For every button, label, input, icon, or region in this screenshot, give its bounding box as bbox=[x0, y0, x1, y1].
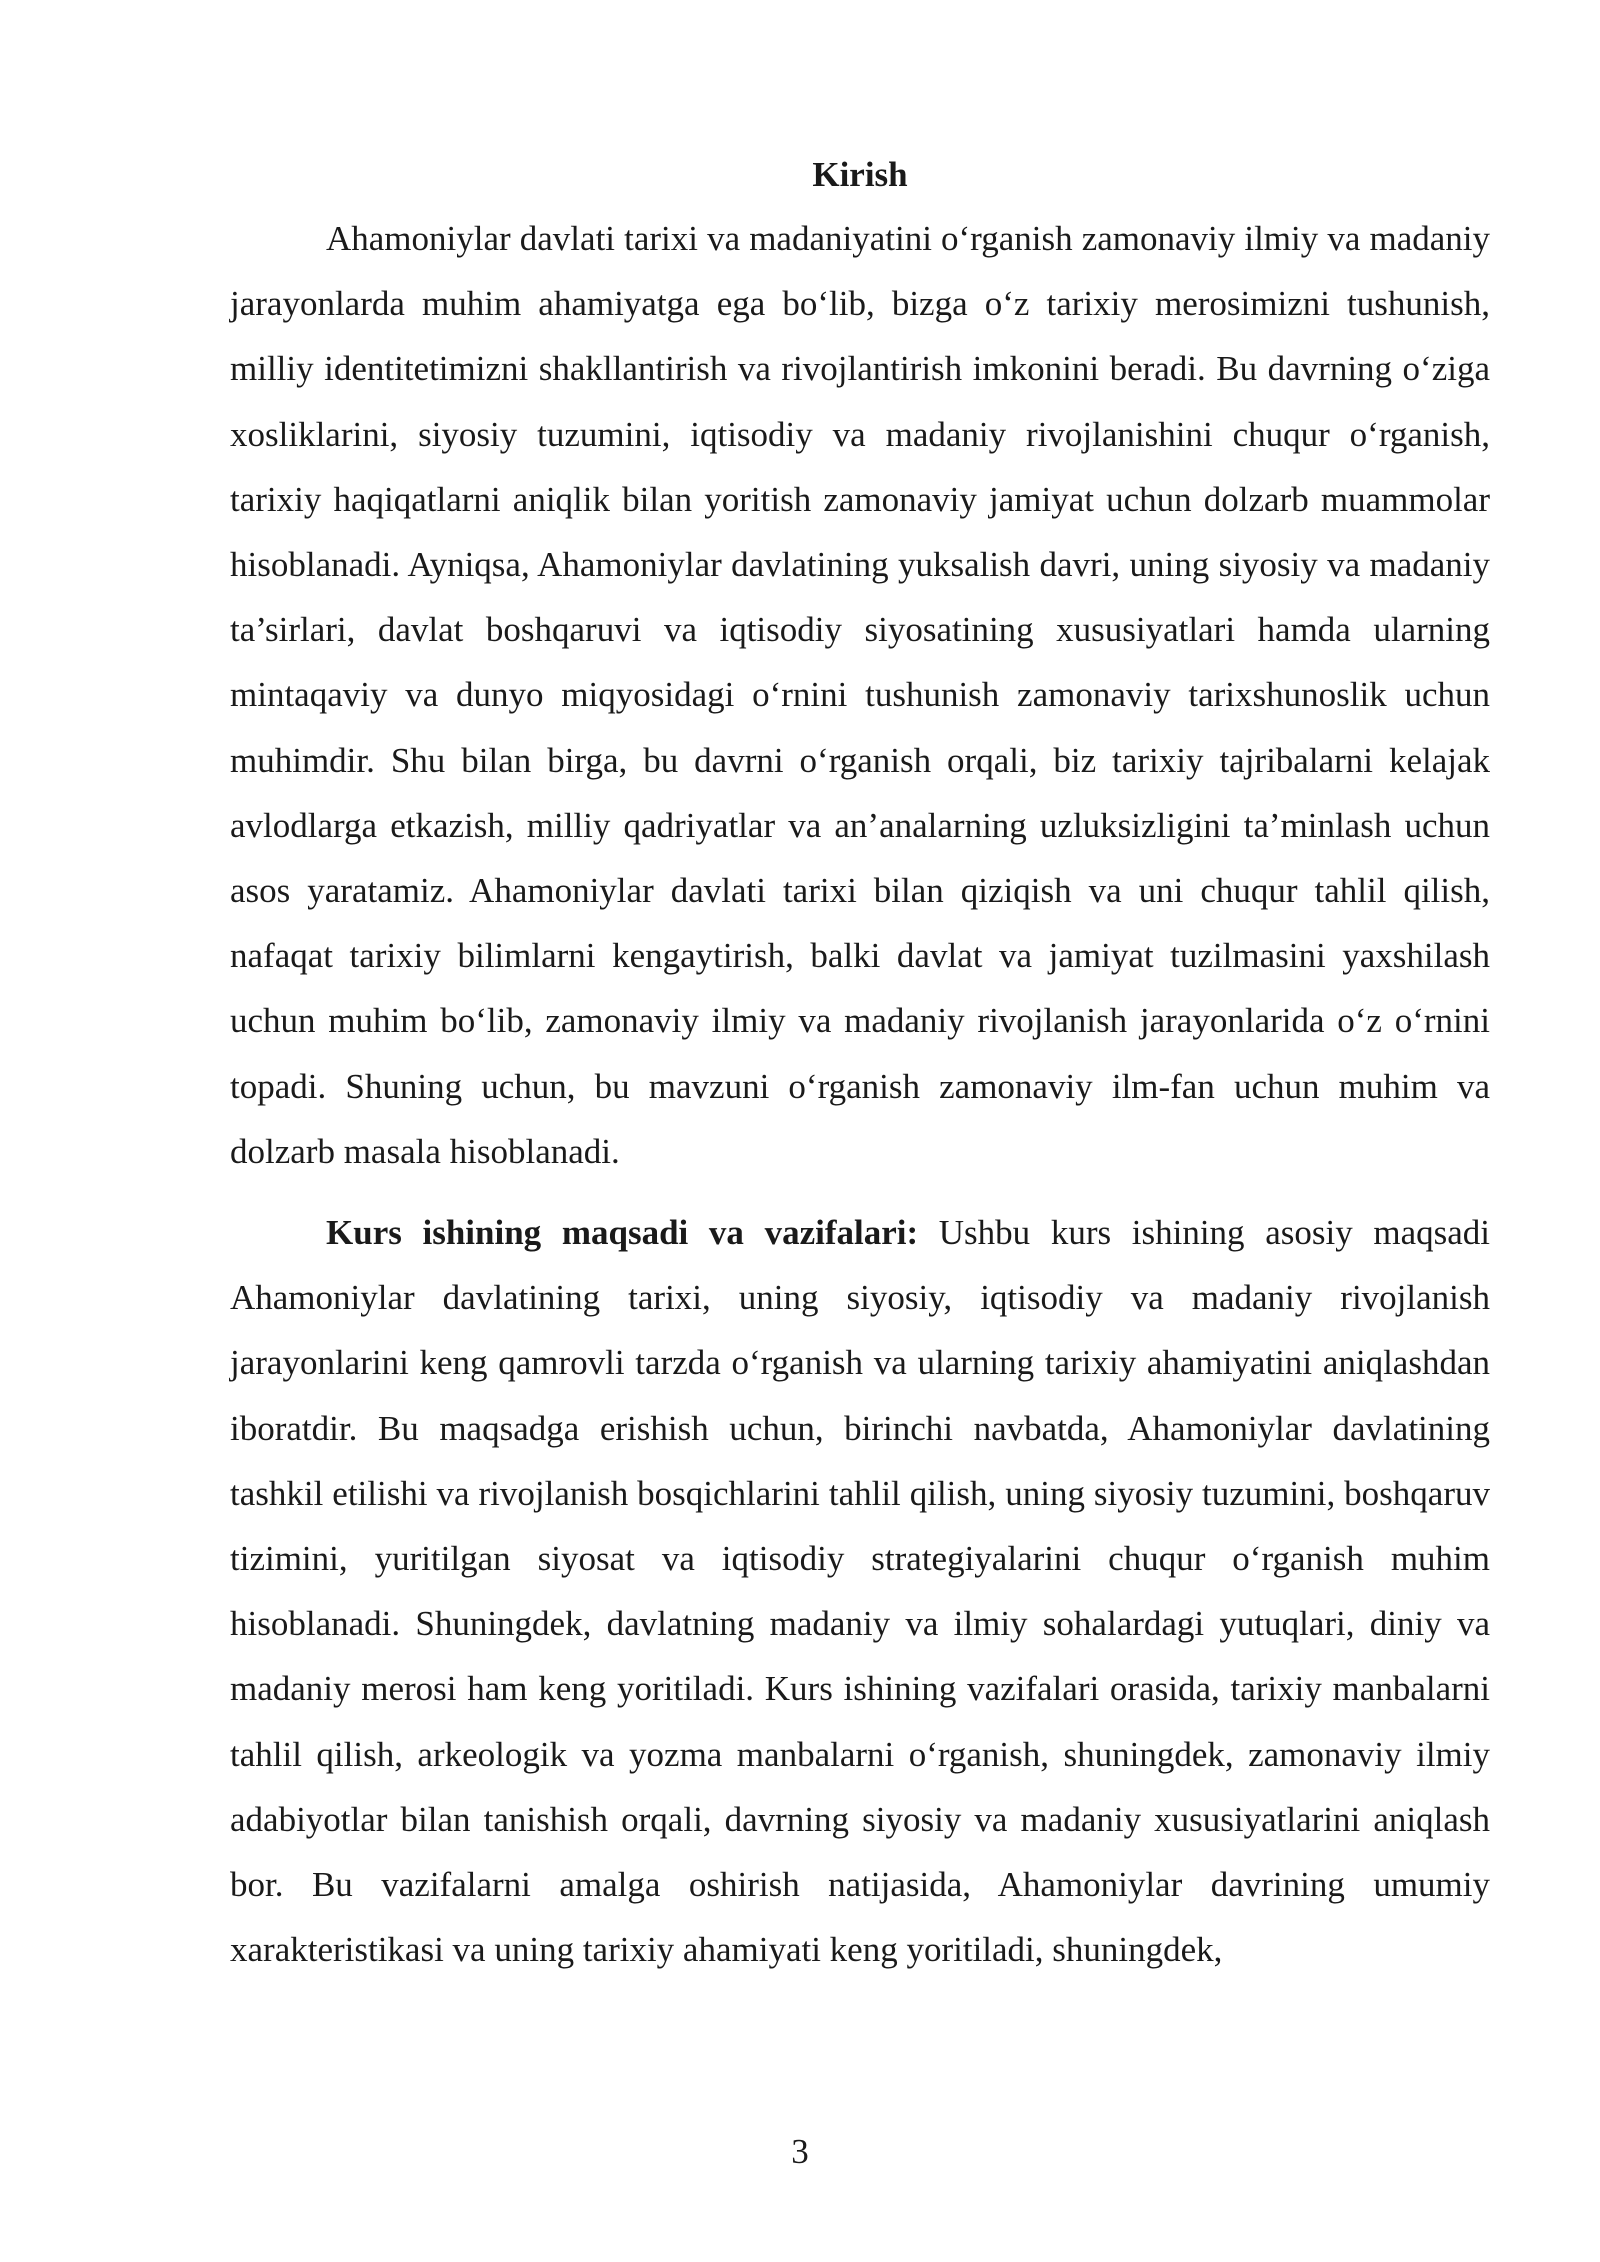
goals-paragraph bbox=[230, 1200, 1490, 1982]
section-title: Kirish bbox=[812, 155, 908, 194]
goals-heading-inline: Kurs ishining maqsadi va vazifalari: bbox=[326, 1213, 919, 1253]
intro-paragraph: Ahamoniylar davlati tarixi va madaniyatini o‘rganish zamonaviy ilmiy va madaniy jarayonlarda muhim ahamiyatga ega bo‘lib, bizga o‘z tarixiy merosimizni tushunish, milliy identitetimizni shakllantirish va rivojlantirish imkonini beradi. Bu davrning o‘ziga xosliklarini, siyosiy tuzumini, iqtisodiy va madaniy rivojlanishini chuqur o‘rganish, tarixiy haqiqatlarni aniqlik bilan yoritish zamonaviy jamiyat uchun dolzarb muammolar hisoblanadi. Ayniqsa, Ahamoniylar davlatining yuksalish davri, uning siyosiy va madaniy ta’sirlari, davlat boshqaruvi va iqtisodiy siyosatining xususiyatlari hamda ularning mintaqaviy va dunyo miqyosidagi o‘rnini tushunish zamonaviy tarixshunoslik uchun muhimdir. Shu bilan birga, bu davrni o‘rganish orqali, biz tarixiy tajribalarni kelajak avlodlarga etkazish, milliy qadriyatlar va an’analarning uzluksizligini ta’minlash uchun asos yaratamiz. Ahamoniylar davlati tarixi bilan qiziqish va uni chuqur tahlil qilish, nafaqat tarixiy bilimlarni kengaytirish, balki davlat va jamiyat tuzilmasini yaxshilash uchun muhim bo‘lib, zamonaviy ilmiy va madaniy rivojlanish jarayonlarida o‘z o‘rnini topadi. Shuning uchun, bu mavzuni o‘rganish zamonaviy ilm-fan uchun muhim va dolzarb masala hisoblanadi. bbox=[230, 219, 1490, 1171]
goals-paragraph-body: Ushbu kurs ishining asosiy maqsadi Ahamoniylar davlatining tarixi, uning siyosiy, iqtisodiy va madaniy rivojlanish jarayonlarini keng qamrovli tarzda o‘rganish va ularning tarixiy ahamiyatini aniqlashdan iboratdir. Bu maqsadga erishish uchun, birinchi navbatda, Ahamoniylar davlatining tashkil etilishi va rivojlanish bosqichlarini tahlil qilish, uning siyosiy tuzumini, boshqaruv tizimini, yuritilgan siyosat va iqtisodiy strategiyalarini chuqur o‘rganish muhim hisoblanadi. Shuningdek, davlatning madaniy va ilmiy sohalardagi yutuqlari, diniy va madaniy merosi ham keng yoritiladi. Kurs ishining vazifalari orasida, tarixiy manbalarni tahlil qilish, arkeologik va yozma manbalarni o‘rganish, shuningdek, zamonaviy ilmiy adabiyotlar bilan tanishish orqali, davrning siyosiy va madaniy xususiyatlarini aniqlash bor. Bu vazifalarni amalga oshirish natijasida, Ahamoniylar davrining umumiy xarakteristikasi va uning tarixiy ahamiyati keng yoritiladi, shuningdek, bbox=[230, 1213, 1490, 1970]
page-content bbox=[230, 150, 1490, 1982]
page-number: 3 bbox=[791, 2132, 809, 2171]
